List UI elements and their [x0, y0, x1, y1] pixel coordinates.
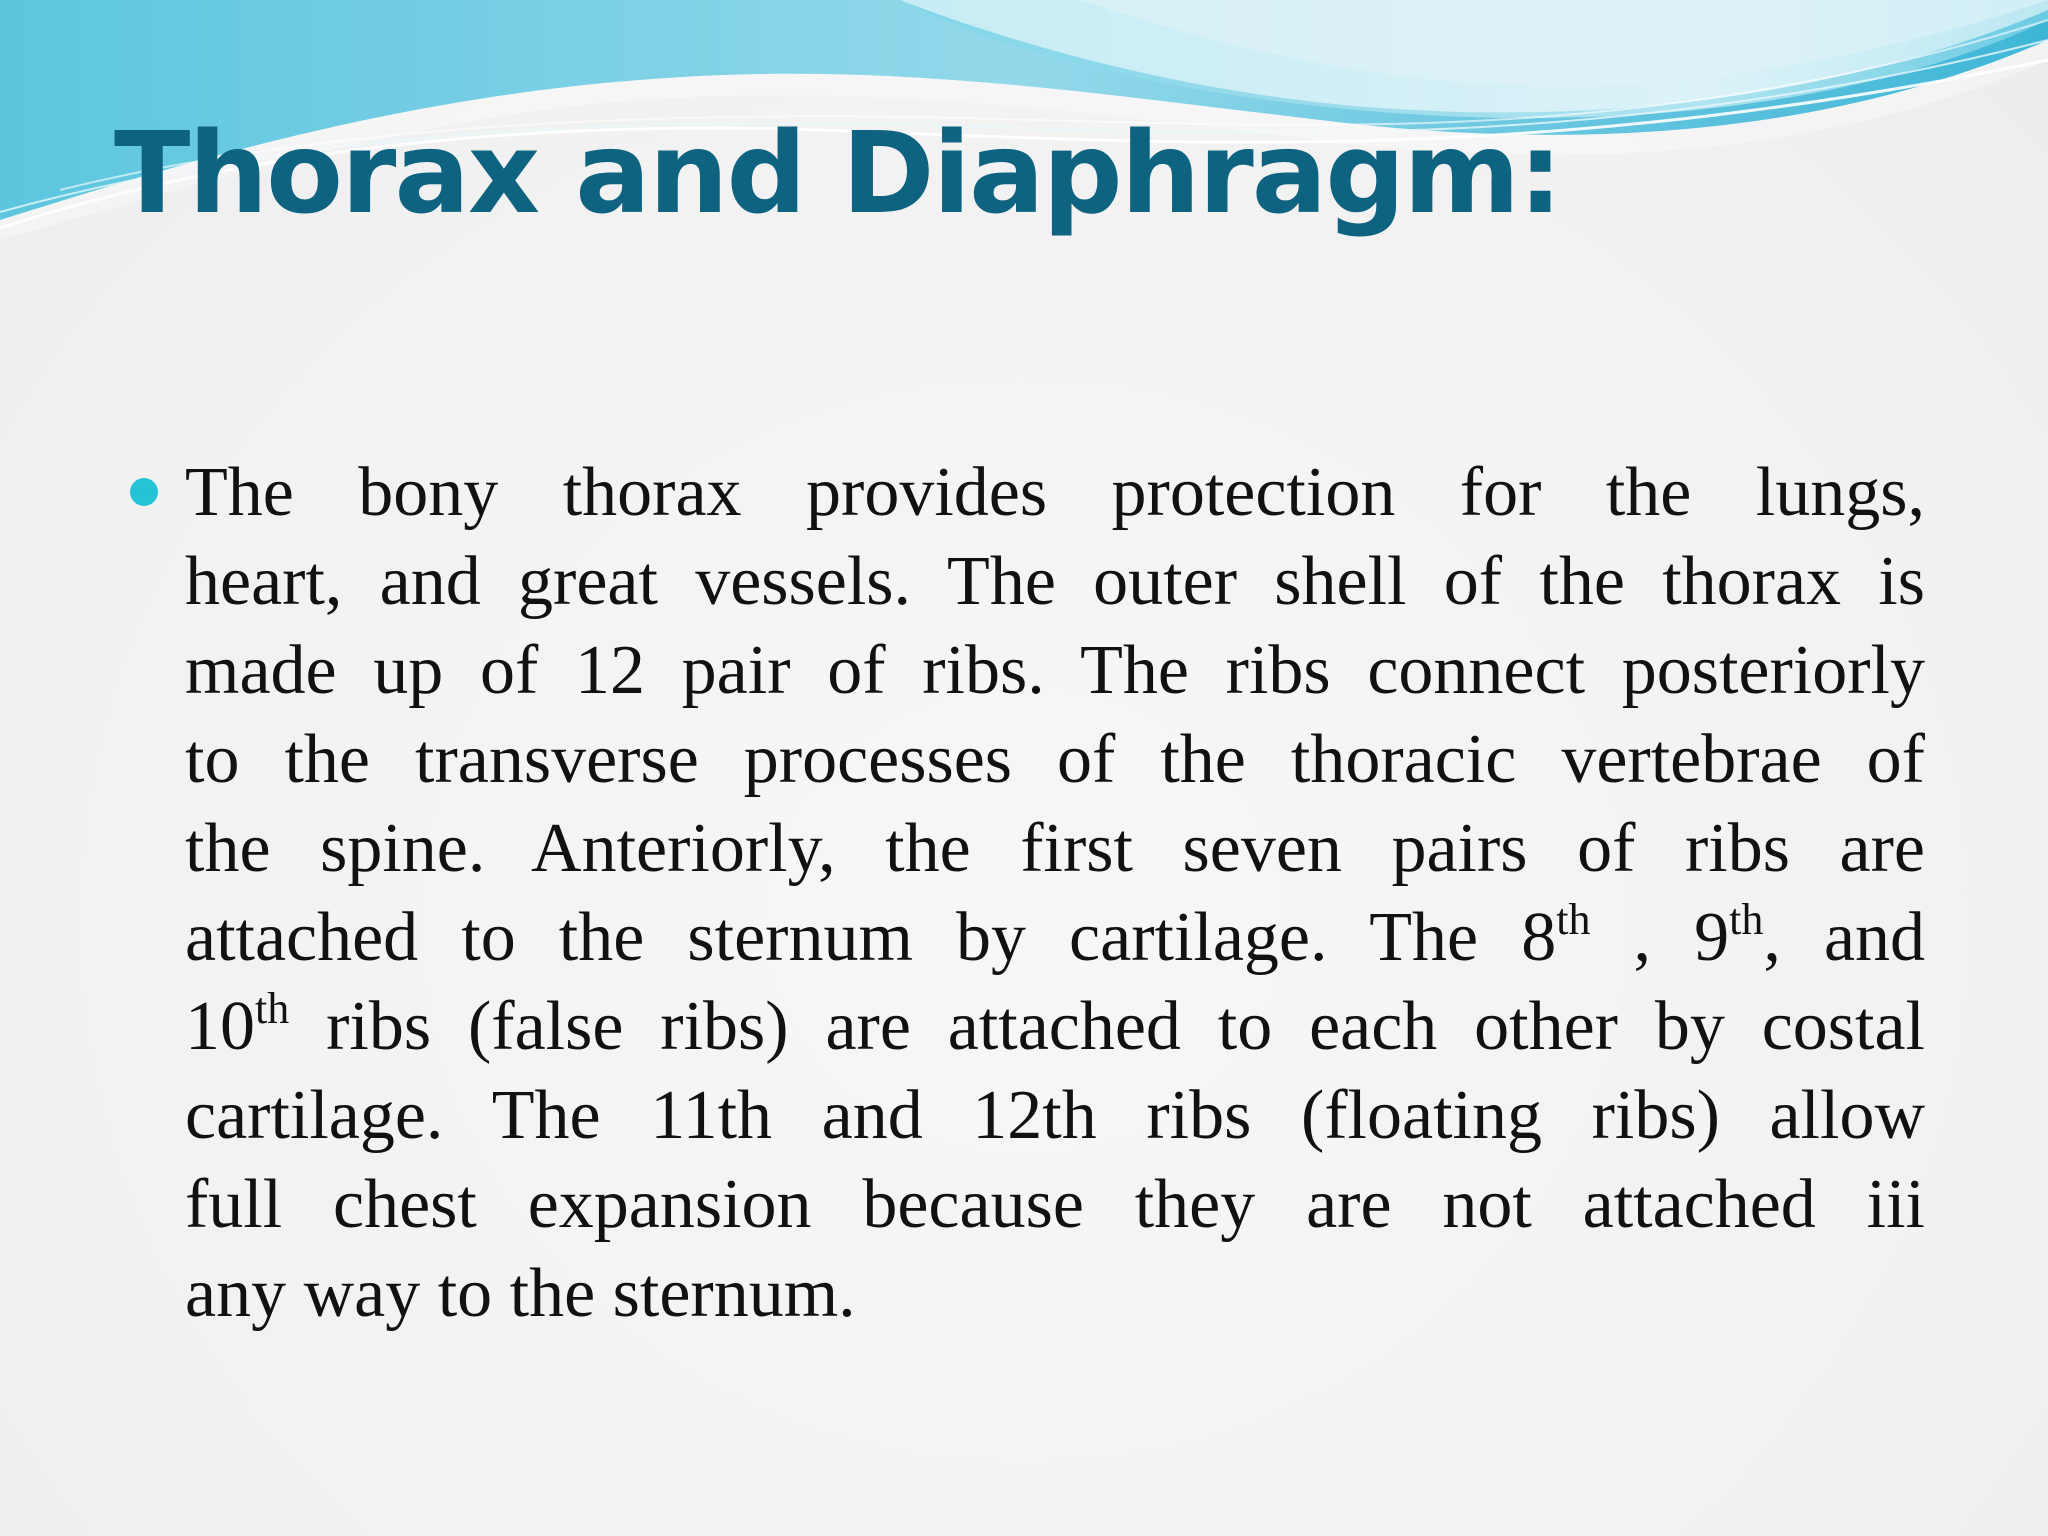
line6-mid: , 9 [1590, 899, 1730, 976]
paragraph-line-3: made up of 12 pair of ribs. The ribs connect posteriorly [185, 632, 1925, 709]
line6-post: , and [1763, 899, 1926, 976]
paragraph-line-1: The bony thorax provides protection for the lungs, [185, 454, 1925, 531]
slide-title: Thorax and Diaphragm: [114, 109, 1561, 239]
ordinal-suffix-8th: th [1556, 895, 1591, 944]
bullet-icon [130, 478, 158, 506]
paragraph-line-9: full chest expansion because they are not attached iii [185, 1166, 1925, 1243]
paragraph-line-6 [185, 893, 1925, 982]
paragraph-line-4: to the transverse processes of the thoracic vertebrae of [185, 721, 1925, 798]
paragraph-line-8: cartilage. The 11th and 12th ribs (floating ribs) allow [185, 1077, 1925, 1154]
ordinal-suffix-10th: th [255, 984, 290, 1033]
paragraph-line-10: any way to the sternum. [185, 1255, 856, 1332]
line7-pre: 10 [185, 988, 255, 1065]
ordinal-suffix-9th: th [1729, 895, 1764, 944]
bullet-paragraph [185, 448, 1925, 1338]
paragraph-line-7 [185, 982, 1925, 1071]
paragraph-line-5: the spine. Anteriorly, the first seven pairs of ribs are [185, 810, 1925, 887]
line6-pre: attached to the sternum by cartilage. The 8 [185, 899, 1557, 976]
paragraph-line-2: heart, and great vessels. The outer shell of the thorax is [185, 543, 1925, 620]
line7-post: ribs (false ribs) are attached to each other by costal [289, 988, 1925, 1065]
